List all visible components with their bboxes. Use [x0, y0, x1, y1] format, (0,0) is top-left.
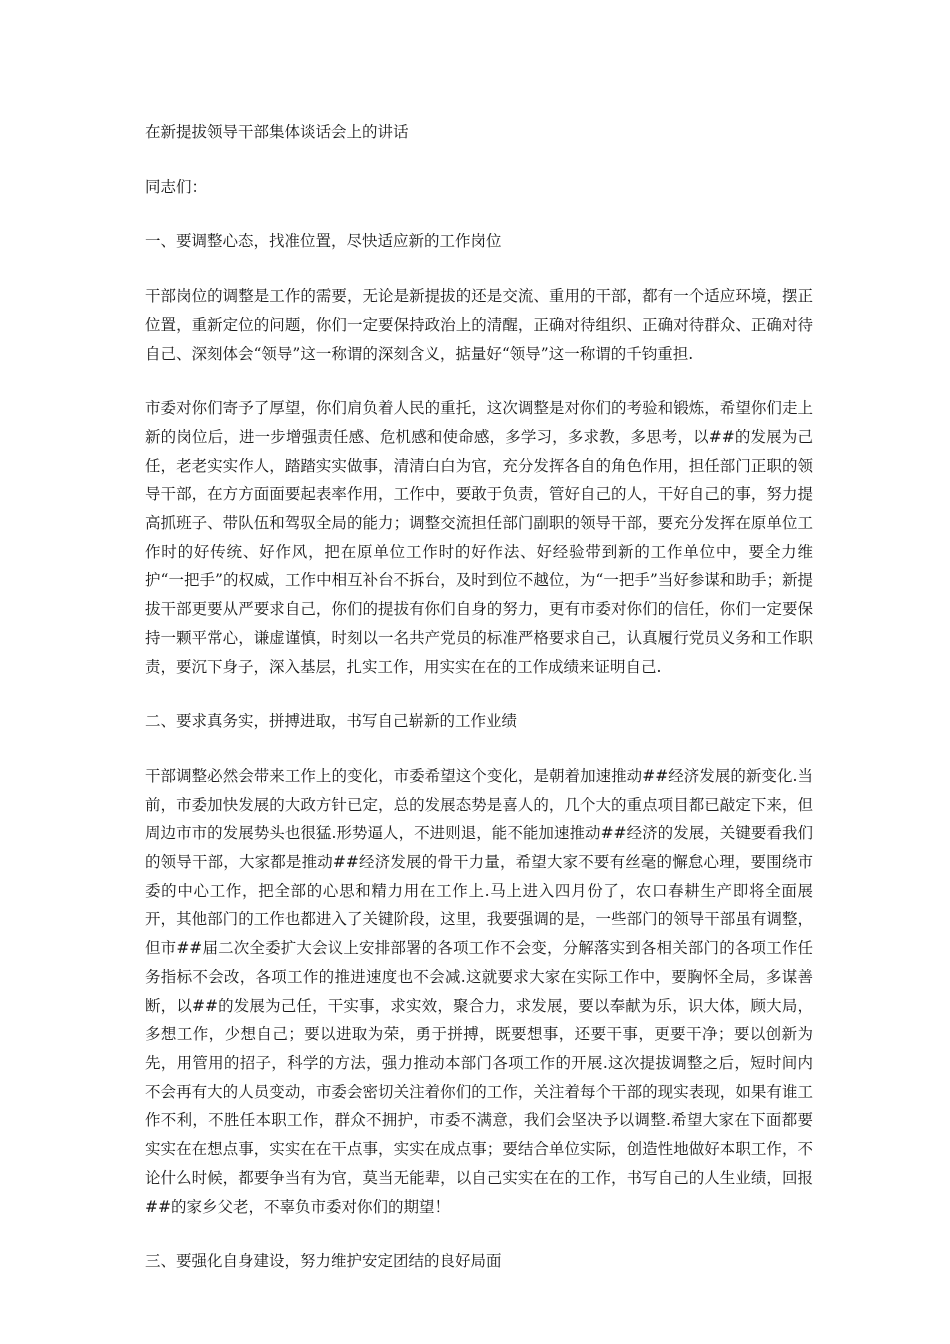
paragraph-3: 干部调整必然会带来工作上的变化，市委希望这个变化，是朝着加速推动##经济发展的新变化.当前，市委加快发展的大政方针已定，总的发展态势是喜人的，几个大的重点项目都已敲定下来，但周边市市的发展势头也很猛.形势逼人，不进则退，能不能加速推动##经济的发展，关键要看我们的领导干部，大家都是推动##经济发展的骨干力量，希望大家不要有丝毫的懈怠心理，要围绕市委的中心工作，把全部的心思和精力用在工作上.马上进入四月份了，农口春耕生产即将全面展开，其他部门的工作也都进入了关键阶段，这里，我要强调的是，一些部门的领导干部虽有调整，但市##届二次全委扩大会议上安排部署的各项工作不会变，分解落实到各相关部门的各项工作任务指标不会改，各项工作的推进速度也不会减.这就要求大家在实际工作中，要胸怀全局，多谋善断，以##的发展为己任，干实事，求实效，聚合力，求发展，要以奉献为乐，识大体，顾大局，多想工作，少想自己；要以进取为荣，勇于拼搏，既要想事，还要干事，更要干净；要以创新为先，用管用的招子，科学的方法，强力推动本部门各项工作的开展.这次提拔调整之后，短时间内不会再有大的人员变动，市委会密切关注着你们的工作，关注着每个干部的现实表现，如果有谁工作不利，不胜任本职工作，群众不拥护，市委不满意，我们会坚决予以调整.希望大家在下面都要实实在在想点事，实实在在干点事，实实在成点事；要结合单位实际，创造性地做好本职工作，不论什么时候，都要争当有为官，莫当无能辈，以自己实实在在的工作，书写自己的人生业绩，回报##的家乡父老，不辜负市委对你们的期望！: [145, 766, 813, 1216]
paragraph-1: 干部岗位的调整是工作的需要，无论是新提拔的还是交流、重用的干部，都有一个适应环境，摆正位置，重新定位的问题，你们一定要保持政治上的清醒，正确对待组织、正确对待群众、正确对待自己、深刻体会“领导”这一称谓的深刻含义，掂量好“领导”这一称谓的千钧重担.: [145, 287, 813, 363]
section-heading-3: 三、要强化自身建设，努力维护安定团结的良好局面: [145, 1252, 502, 1271]
section-heading-2: 二、要求真务实，拼搏进取，书写自己崭新的工作业绩: [145, 712, 518, 731]
document-body: [145, 118, 813, 1302]
section-heading-1: 一、要调整心态，找准位置，尽快适应新的工作岗位: [145, 232, 502, 251]
paragraph-2: 市委对你们寄予了厚望，你们肩负着人民的重托，这次调整是对你们的考验和锻炼，希望你们走上新的岗位后，进一步增强责任感、危机感和使命感，多学习，多求教，多思考，以##的发展为己任，老老实实作人，踏踏实实做事，清清白白为官，充分发挥各自的角色作用，担任部门正职的领导干部，在方方面面要起表率作用，工作中，要敢于负责，管好自己的人，干好自己的事，努力提高抓班子、带队伍和驾驭全局的能力；调整交流担任部门副职的领导干部，要充分发挥在原单位工作时的好传统、好作风，把在原单位工作时的好作法、好经验带到新的工作单位中，要全力维护“一把手”的权威，工作中相互补台不拆台，及时到位不越位，为“一把手”当好参谋和助手；新提拔干部更要从严要求自己，你们的提拔有你们自身的努力，更有市委对你们的信任，你们一定要保持一颗平常心，谦虚谨慎，时刻以一名共产党员的标准严格要求自己，认真履行党员义务和工作职责，要沉下身子，深入基层，扎实工作，用实实在在的工作成绩来证明自己.: [145, 399, 813, 676]
salutation: 同志们：: [145, 177, 208, 196]
document-title: 在新提拔领导干部集体谈话会上的讲话: [145, 123, 409, 141]
